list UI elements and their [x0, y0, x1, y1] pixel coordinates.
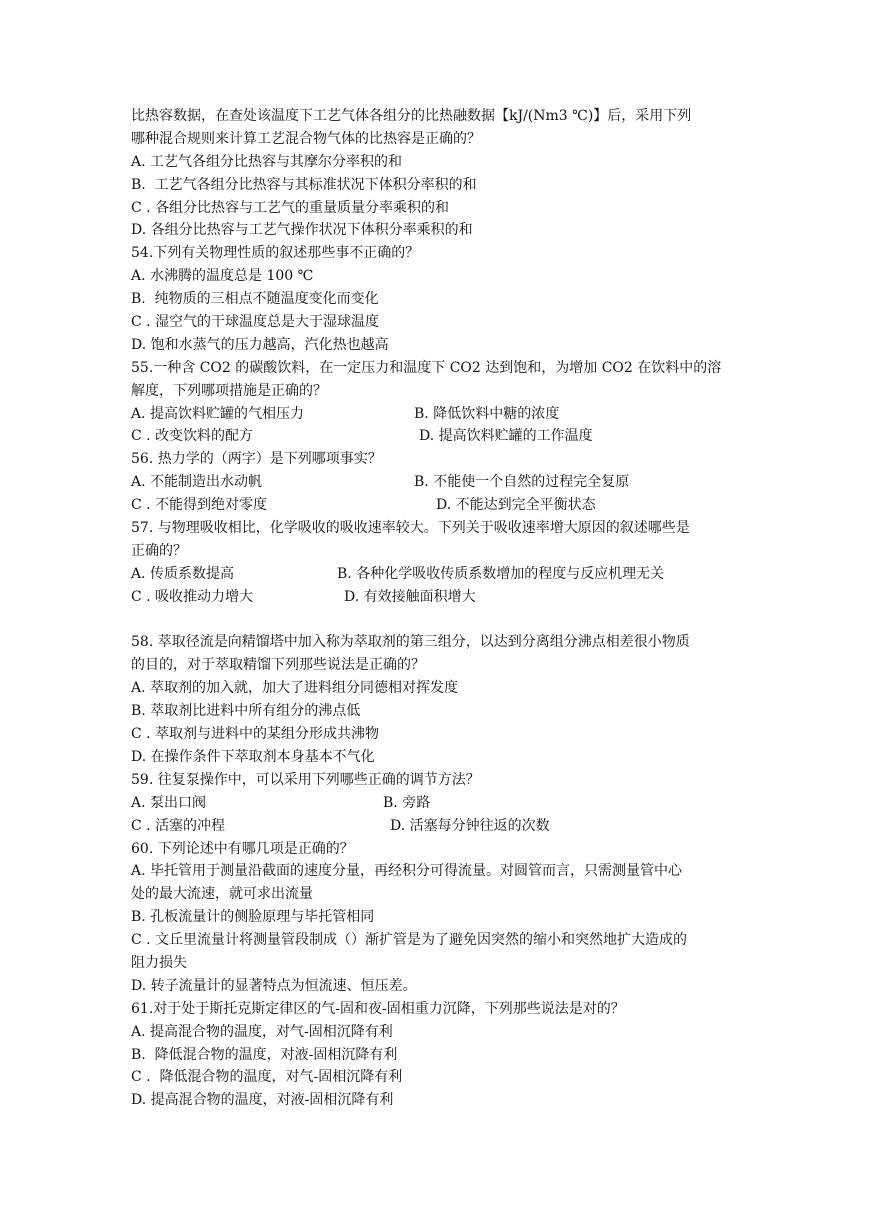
option-b: B. 孔板流量计的侧脸原理与毕托管相同: [131, 909, 375, 926]
option-b: B. 各种化学吸收传质系数增加的程度与反应机理无关: [337, 565, 665, 582]
option-c: C . 不能得到绝对零度: [131, 497, 268, 514]
question-55: 55.一种含 CO2 的碳酸饮料，在一定压力和温度下 CO2 达到饱和，为增加 CO2 在饮料中的溶: [131, 359, 722, 376]
option-a: A. 提高饮料贮罐的气相压力: [131, 405, 305, 422]
option-b: B. 降低混合物的温度，对液-固相沉降有利: [131, 1046, 398, 1063]
option-d: D. 有效接触面积增大: [344, 588, 476, 605]
text-line: 的目的，对于萃取精馏下列那些说法是正确的？: [131, 657, 425, 674]
option-a: A. 萃取剂的加入就，加大了进料组分同德相对挥发度: [131, 680, 459, 697]
options-row: [131, 471, 741, 494]
option-b: B. 萃取剂比进料中所有组分的沸点低: [131, 703, 361, 720]
option-a: A. 传质系数提高: [131, 565, 235, 582]
text-line: 解度，下列哪项措施是正确的？: [131, 382, 327, 399]
document-body: [131, 105, 741, 1112]
options-row: [131, 792, 741, 815]
question-56: 56. 热力学的（两字）是下列哪项事实？: [131, 451, 382, 468]
option-c: C . 萃取剂与进料中的某组分形成共沸物: [131, 726, 380, 743]
question-61: 61.对于处于斯托克斯定律区的气-固和夜-固相重力沉降，下列那些说法是对的？: [131, 1000, 625, 1017]
question-59: 59. 往复泵操作中，可以采用下列哪些正确的调节方法？: [131, 771, 480, 788]
options-row: [131, 815, 741, 838]
option-c: C . 改变饮料的配方: [131, 428, 254, 445]
option-d: D. 提高混合物的温度，对液-固相沉降有利: [131, 1092, 394, 1109]
option-a: A. 泵出口阀: [131, 794, 207, 811]
option-c: C . 文丘里流量计将测量管段制成（）渐扩管是为了避免因突然的缩小和突然地扩大造成的: [131, 932, 688, 949]
option-c: C . 降低混合物的温度，对气-固相沉降有利: [131, 1069, 403, 1086]
option-a: A. 不能制造出水动帆: [131, 474, 263, 491]
option-b: B. 不能使一个自然的过程完全复原: [414, 474, 630, 491]
option-c: C . 各组分比热容与工艺气的重量质量分率乘积的和: [131, 199, 450, 216]
options-row: [131, 425, 741, 448]
option-a: A. 毕托管用于测量沿截面的速度分量，再经积分可得流量。对圆管而言，只需测量管中心: [131, 863, 683, 880]
text-line: 阻力损失: [131, 954, 187, 971]
option-d: D. 活塞每分钟往返的次数: [390, 817, 550, 834]
options-row: [131, 494, 741, 517]
question-60: 60. 下列论述中有哪几项是正确的？: [131, 840, 354, 857]
question-58: 58. 萃取径流是向精馏塔中加入称为萃取剂的第三组分，以达到分离组分沸点相差很小物质: [131, 634, 690, 651]
option-d: D. 各组分比热容与工艺气操作状况下体积分率乘积的和: [131, 222, 473, 239]
option-b: B. 降低饮料中糖的浓度: [414, 405, 560, 422]
text-line: 比热容数据，在查处该温度下工艺气体各组分的比热融数据【kJ/(Nm3 ℃)】后，采用下列: [131, 108, 692, 124]
option-d: D. 在操作条件下萃取剂本身基本不气化: [131, 748, 375, 765]
text-line: 正确的？: [131, 542, 187, 559]
text-line: 处的最大流速，就可求出流量: [131, 886, 313, 903]
option-b: B. 工艺气各组分比热容与其标准状况下体积分率积的和: [131, 176, 477, 193]
option-a: A. 水沸腾的温度总是 100 ℃: [131, 268, 314, 285]
option-d: D. 不能达到完全平衡状态: [436, 497, 596, 514]
options-row: [131, 403, 741, 426]
option-c: C . 活塞的冲程: [131, 817, 226, 834]
option-d: D. 提高饮料贮罐的工作温度: [419, 428, 593, 445]
options-row: [131, 563, 741, 586]
option-d: D. 饱和水蒸气的压力越高，汽化热也越高: [131, 336, 389, 353]
option-a: A. 工艺气各组分比热容与其摩尔分率积的和: [131, 153, 403, 170]
option-b: B. 旁路: [383, 794, 431, 811]
options-row: [131, 586, 741, 609]
option-a: A. 提高混合物的温度，对气-固相沉降有利: [131, 1023, 393, 1040]
option-c: C . 湿空气的干球温度总是大于湿球温度: [131, 314, 380, 331]
option-c: C . 吸收推动力增大: [131, 588, 254, 605]
blank-line: [131, 609, 741, 632]
option-d: D. 转子流量计的显著特点为恒流速、恒压差。: [131, 977, 417, 994]
text-line: 哪种混合规则来计算工艺混合物气体的比热容是正确的？: [131, 130, 481, 147]
question-54: 54.下列有关物理性质的叙述那些事不正确的？: [131, 245, 420, 262]
question-57: 57. 与物理吸收相比，化学吸收的吸收速率较大。下列关于吸收速率增大原因的叙述哪些是: [131, 520, 690, 537]
option-b: B. 纯物质的三相点不随温度变化而变化: [131, 291, 379, 308]
